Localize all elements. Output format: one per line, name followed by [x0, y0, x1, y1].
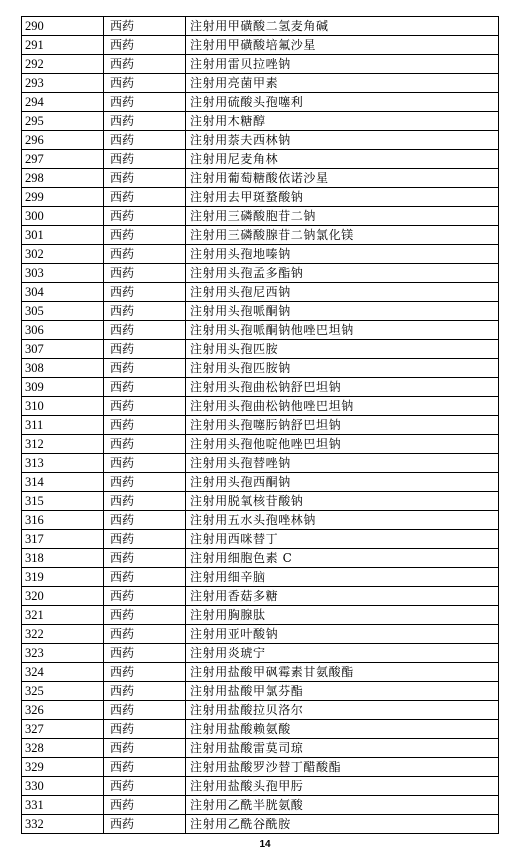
drug-name-cell: 注射用头孢噻肟钠舒巴坦钠 — [186, 416, 499, 435]
row-number-cell: 300 — [22, 207, 104, 226]
table-row — [22, 264, 499, 283]
drug-name-cell: 注射用葡萄糖酸依诺沙星 — [186, 169, 499, 188]
table-row — [22, 435, 499, 454]
drug-list-table — [21, 16, 499, 834]
drug-name-cell: 注射用脱氧核苷酸钠 — [186, 492, 499, 511]
drug-name-cell: 注射用西咪替丁 — [186, 530, 499, 549]
table-row — [22, 720, 499, 739]
drug-name-cell: 注射用细辛脑 — [186, 568, 499, 587]
row-number-cell: 293 — [22, 74, 104, 93]
category-cell: 西药 — [104, 207, 186, 226]
drug-name-cell: 注射用头孢哌酮钠 — [186, 302, 499, 321]
table-row — [22, 739, 499, 758]
table-row — [22, 55, 499, 74]
drug-name-cell: 注射用盐酸雷莫司琼 — [186, 739, 499, 758]
category-cell: 西药 — [104, 568, 186, 587]
table-row — [22, 74, 499, 93]
category-cell: 西药 — [104, 682, 186, 701]
row-number-cell: 294 — [22, 93, 104, 112]
page-number: 14 — [259, 839, 271, 850]
drug-name-cell: 注射用木糖醇 — [186, 112, 499, 131]
category-cell: 西药 — [104, 701, 186, 720]
row-number-cell: 332 — [22, 815, 104, 834]
drug-name-cell: 注射用盐酸赖氨酸 — [186, 720, 499, 739]
category-cell: 西药 — [104, 245, 186, 264]
category-cell: 西药 — [104, 796, 186, 815]
drug-name-cell: 注射用头孢曲松钠舒巴坦钠 — [186, 378, 499, 397]
category-cell: 西药 — [104, 739, 186, 758]
table-row — [22, 17, 499, 36]
table-row — [22, 644, 499, 663]
table-row — [22, 150, 499, 169]
row-number-cell: 311 — [22, 416, 104, 435]
row-number-cell: 297 — [22, 150, 104, 169]
category-cell: 西药 — [104, 758, 186, 777]
table-row — [22, 454, 499, 473]
category-cell: 西药 — [104, 302, 186, 321]
table-row — [22, 796, 499, 815]
drug-name-cell: 注射用尼麦角林 — [186, 150, 499, 169]
category-cell: 西药 — [104, 530, 186, 549]
table-row — [22, 682, 499, 701]
category-cell: 西药 — [104, 283, 186, 302]
row-number-cell: 298 — [22, 169, 104, 188]
drug-name-cell: 注射用亮菌甲素 — [186, 74, 499, 93]
row-number-cell: 330 — [22, 777, 104, 796]
row-number-cell: 312 — [22, 435, 104, 454]
row-number-cell: 305 — [22, 302, 104, 321]
category-cell: 西药 — [104, 150, 186, 169]
category-cell: 西药 — [104, 93, 186, 112]
category-cell: 西药 — [104, 74, 186, 93]
row-number-cell: 317 — [22, 530, 104, 549]
table-row — [22, 530, 499, 549]
table-row — [22, 283, 499, 302]
table-row — [22, 492, 499, 511]
table-row — [22, 340, 499, 359]
row-number-cell: 299 — [22, 188, 104, 207]
drug-name-cell: 注射用去甲斑蝥酸钠 — [186, 188, 499, 207]
category-cell: 西药 — [104, 169, 186, 188]
category-cell: 西药 — [104, 473, 186, 492]
row-number-cell: 307 — [22, 340, 104, 359]
drug-name-cell: 注射用三磷酸胞苷二钠 — [186, 207, 499, 226]
row-number-cell: 327 — [22, 720, 104, 739]
table-row — [22, 207, 499, 226]
table-row — [22, 302, 499, 321]
category-cell: 西药 — [104, 720, 186, 739]
row-number-cell: 331 — [22, 796, 104, 815]
category-cell: 西药 — [104, 55, 186, 74]
drug-name-cell: 注射用头孢匹胺钠 — [186, 359, 499, 378]
row-number-cell: 304 — [22, 283, 104, 302]
table-row — [22, 416, 499, 435]
row-number-cell: 292 — [22, 55, 104, 74]
category-cell: 西药 — [104, 587, 186, 606]
category-cell: 西药 — [104, 644, 186, 663]
category-cell: 西药 — [104, 131, 186, 150]
row-number-cell: 314 — [22, 473, 104, 492]
table-row — [22, 321, 499, 340]
row-number-cell: 319 — [22, 568, 104, 587]
row-number-cell: 313 — [22, 454, 104, 473]
drug-name-cell: 注射用盐酸拉贝洛尔 — [186, 701, 499, 720]
category-cell: 西药 — [104, 264, 186, 283]
category-cell: 西药 — [104, 416, 186, 435]
row-number-cell: 321 — [22, 606, 104, 625]
table-row — [22, 663, 499, 682]
table-row — [22, 131, 499, 150]
category-cell: 西药 — [104, 549, 186, 568]
table-row — [22, 378, 499, 397]
drug-name-cell: 注射用胸腺肽 — [186, 606, 499, 625]
drug-name-cell: 注射用头孢他啶他唑巴坦钠 — [186, 435, 499, 454]
table-row — [22, 568, 499, 587]
drug-name-cell: 注射用头孢哌酮钠他唑巴坦钠 — [186, 321, 499, 340]
table-row — [22, 511, 499, 530]
category-cell: 西药 — [104, 340, 186, 359]
category-cell: 西药 — [104, 397, 186, 416]
table-row — [22, 587, 499, 606]
row-number-cell: 325 — [22, 682, 104, 701]
drug-name-cell: 注射用甲磺酸培氟沙星 — [186, 36, 499, 55]
row-number-cell: 322 — [22, 625, 104, 644]
drug-name-cell: 注射用香菇多糖 — [186, 587, 499, 606]
table-row — [22, 112, 499, 131]
category-cell: 西药 — [104, 777, 186, 796]
table-row — [22, 188, 499, 207]
table-row — [22, 169, 499, 188]
drug-name-cell: 注射用头孢尼西钠 — [186, 283, 499, 302]
category-cell: 西药 — [104, 815, 186, 834]
row-number-cell: 323 — [22, 644, 104, 663]
drug-name-cell: 注射用甲磺酸二氢麦角碱 — [186, 17, 499, 36]
category-cell: 西药 — [104, 112, 186, 131]
category-cell: 西药 — [104, 663, 186, 682]
drug-name-cell: 注射用盐酸甲氯芬酯 — [186, 682, 499, 701]
table-row — [22, 549, 499, 568]
table-row — [22, 758, 499, 777]
row-number-cell: 301 — [22, 226, 104, 245]
drug-name-cell: 注射用硫酸头孢噻利 — [186, 93, 499, 112]
table-row — [22, 93, 499, 112]
drug-name-cell: 注射用乙酰半胱氨酸 — [186, 796, 499, 815]
row-number-cell: 329 — [22, 758, 104, 777]
category-cell: 西药 — [104, 226, 186, 245]
table-row — [22, 701, 499, 720]
category-cell: 西药 — [104, 359, 186, 378]
table-row — [22, 397, 499, 416]
table-row — [22, 245, 499, 264]
table-row — [22, 473, 499, 492]
row-number-cell: 303 — [22, 264, 104, 283]
row-number-cell: 306 — [22, 321, 104, 340]
drug-name-cell: 注射用盐酸罗沙替丁醋酸酯 — [186, 758, 499, 777]
table-row — [22, 606, 499, 625]
drug-name-cell: 注射用亚叶酸钠 — [186, 625, 499, 644]
category-cell: 西药 — [104, 454, 186, 473]
category-cell: 西药 — [104, 188, 186, 207]
row-number-cell: 296 — [22, 131, 104, 150]
drug-name-cell: 注射用雷贝拉唑钠 — [186, 55, 499, 74]
drug-name-cell: 注射用头孢匹胺 — [186, 340, 499, 359]
category-cell: 西药 — [104, 36, 186, 55]
category-cell: 西药 — [104, 625, 186, 644]
row-number-cell: 308 — [22, 359, 104, 378]
table-row — [22, 777, 499, 796]
category-cell: 西药 — [104, 606, 186, 625]
row-number-cell: 309 — [22, 378, 104, 397]
row-number-cell: 328 — [22, 739, 104, 758]
drug-name-cell: 注射用头孢西酮钠 — [186, 473, 499, 492]
row-number-cell: 316 — [22, 511, 104, 530]
drug-name-cell: 注射用头孢曲松钠他唑巴坦钠 — [186, 397, 499, 416]
row-number-cell: 324 — [22, 663, 104, 682]
category-cell: 西药 — [104, 435, 186, 454]
table-row — [22, 36, 499, 55]
row-number-cell: 320 — [22, 587, 104, 606]
drug-name-cell: 注射用细胞色素 C — [186, 549, 499, 568]
category-cell: 西药 — [104, 492, 186, 511]
drug-name-cell: 注射用盐酸头孢甲肟 — [186, 777, 499, 796]
row-number-cell: 315 — [22, 492, 104, 511]
category-cell: 西药 — [104, 511, 186, 530]
category-cell: 西药 — [104, 17, 186, 36]
drug-name-cell: 注射用炎琥宁 — [186, 644, 499, 663]
drug-name-cell: 注射用萘夫西林钠 — [186, 131, 499, 150]
row-number-cell: 295 — [22, 112, 104, 131]
drug-list-body — [22, 17, 499, 834]
table-row — [22, 359, 499, 378]
category-cell: 西药 — [104, 378, 186, 397]
row-number-cell: 310 — [22, 397, 104, 416]
table-row — [22, 815, 499, 834]
row-number-cell: 291 — [22, 36, 104, 55]
row-number-cell: 318 — [22, 549, 104, 568]
drug-name-cell: 注射用盐酸甲砜霉素甘氨酸酯 — [186, 663, 499, 682]
drug-name-cell: 注射用头孢替唑钠 — [186, 454, 499, 473]
row-number-cell: 302 — [22, 245, 104, 264]
table-row — [22, 625, 499, 644]
category-cell: 西药 — [104, 321, 186, 340]
table-row — [22, 226, 499, 245]
drug-name-cell: 注射用头孢地嗪钠 — [186, 245, 499, 264]
drug-name-cell: 注射用乙酰谷酰胺 — [186, 815, 499, 834]
drug-name-cell: 注射用三磷酸腺苷二钠氯化镁 — [186, 226, 499, 245]
row-number-cell: 290 — [22, 17, 104, 36]
drug-name-cell: 注射用五水头孢唑林钠 — [186, 511, 499, 530]
row-number-cell: 326 — [22, 701, 104, 720]
drug-name-cell: 注射用头孢孟多酯钠 — [186, 264, 499, 283]
